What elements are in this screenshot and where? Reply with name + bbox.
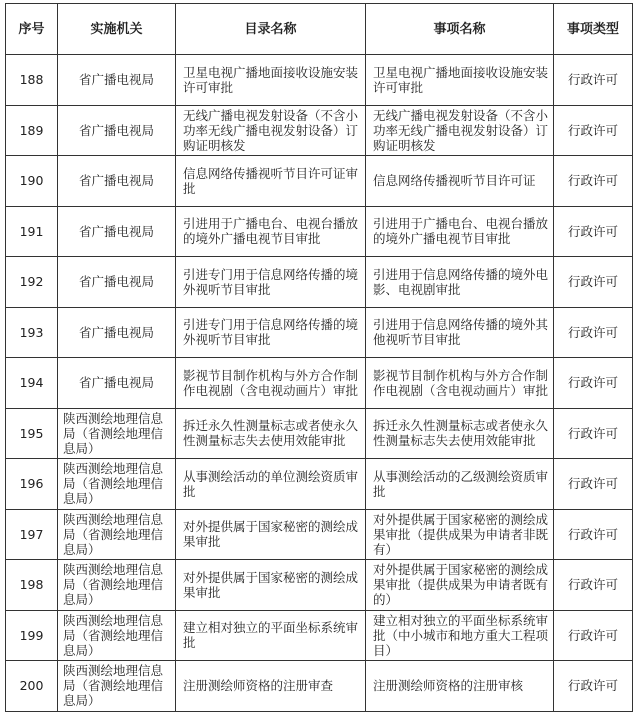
cell-agency: 省广播电视局 [58, 307, 176, 358]
cell-no: 197 [6, 509, 58, 560]
cell-no: 198 [6, 560, 58, 611]
table-row [6, 560, 633, 611]
cell-agency: 省广播电视局 [58, 206, 176, 257]
cell-type: 行政许可 [554, 257, 633, 308]
cell-item: 注册测绘师资格的注册审核 [366, 661, 554, 712]
cell-no: 193 [6, 307, 58, 358]
table-row [6, 358, 633, 409]
cell-no: 199 [6, 610, 58, 661]
cell-no: 192 [6, 257, 58, 308]
header-catalog: 目录名称 [176, 4, 366, 55]
cell-type: 行政许可 [554, 509, 633, 560]
cell-agency: 省广播电视局 [58, 105, 176, 156]
cell-catalog: 无线广播电视发射设备（不含小功率无线广播电视发射设备）订购证明核发 [176, 105, 366, 156]
cell-agency: 省广播电视局 [58, 55, 176, 106]
cell-no: 196 [6, 459, 58, 510]
cell-type: 行政许可 [554, 358, 633, 409]
cell-type: 行政许可 [554, 610, 633, 661]
header-type: 事项类型 [554, 4, 633, 55]
cell-item: 无线广播电视发射设备（不含小功率无线广播电视发射设备）订购证明核发 [366, 105, 554, 156]
cell-catalog: 对外提供属于国家秘密的测绘成果审批 [176, 509, 366, 560]
cell-item: 影视节目制作机构与外方合作制作电视剧（含电视动画片）审批 [366, 358, 554, 409]
cell-item: 引进用于广播电台、电视台播放的境外广播电视节目审批 [366, 206, 554, 257]
cell-no: 191 [6, 206, 58, 257]
header-no: 序号 [6, 4, 58, 55]
cell-catalog: 注册测绘师资格的注册审查 [176, 661, 366, 712]
cell-type: 行政许可 [554, 105, 633, 156]
cell-agency: 省广播电视局 [58, 358, 176, 409]
cell-type: 行政许可 [554, 307, 633, 358]
cell-agency: 陕西测绘地理信息局（省测绘地理信息局） [58, 509, 176, 560]
cell-no: 200 [6, 661, 58, 712]
cell-type: 行政许可 [554, 408, 633, 459]
cell-catalog: 信息网络传播视听节目许可证审批 [176, 156, 366, 207]
document-page [5, 3, 633, 712]
cell-item: 信息网络传播视听节目许可证 [366, 156, 554, 207]
cell-agency: 省广播电视局 [58, 156, 176, 207]
header-agency: 实施机关 [58, 4, 176, 55]
cell-catalog: 对外提供属于国家秘密的测绘成果审批 [176, 560, 366, 611]
table-row [6, 105, 633, 156]
cell-no: 188 [6, 55, 58, 106]
cell-type: 行政许可 [554, 55, 633, 106]
cell-agency: 陕西测绘地理信息局（省测绘地理信息局） [58, 408, 176, 459]
table-row [6, 55, 633, 106]
cell-no: 195 [6, 408, 58, 459]
cell-agency: 陕西测绘地理信息局（省测绘地理信息局） [58, 560, 176, 611]
cell-item: 对外提供属于国家秘密的测绘成果审批（提供成果为申请者既有的） [366, 560, 554, 611]
table-row [6, 307, 633, 358]
cell-catalog: 影视节目制作机构与外方合作制作电视剧（含电视动画片）审批 [176, 358, 366, 409]
cell-item: 从事测绘活动的乙级测绘资质审批 [366, 459, 554, 510]
cell-catalog: 引进用于广播电台、电视台播放的境外广播电视节目审批 [176, 206, 366, 257]
cell-type: 行政许可 [554, 156, 633, 207]
cell-item: 建立相对独立的平面坐标系统审批（中小城市和地方重大工程项目） [366, 610, 554, 661]
cell-type: 行政许可 [554, 206, 633, 257]
table-row [6, 610, 633, 661]
cell-item: 对外提供属于国家秘密的测绘成果审批（提供成果为申请者非既有） [366, 509, 554, 560]
cell-item: 拆迁永久性测量标志或者使永久性测量标志失去使用效能审批 [366, 408, 554, 459]
cell-no: 189 [6, 105, 58, 156]
table-row [6, 156, 633, 207]
table-header-row [6, 4, 633, 55]
cell-catalog: 引进专门用于信息网络传播的境外视听节目审批 [176, 257, 366, 308]
cell-catalog: 卫星电视广播地面接收设施安装许可审批 [176, 55, 366, 106]
cell-item: 卫星电视广播地面接收设施安装许可审批 [366, 55, 554, 106]
table-row [6, 509, 633, 560]
table-row [6, 206, 633, 257]
cell-type: 行政许可 [554, 459, 633, 510]
header-item: 事项名称 [366, 4, 554, 55]
administrative-items-table [5, 3, 633, 712]
table-row [6, 459, 633, 510]
cell-type: 行政许可 [554, 661, 633, 712]
cell-type: 行政许可 [554, 560, 633, 611]
cell-item: 引进用于信息网络传播的境外其他视听节目审批 [366, 307, 554, 358]
cell-agency: 陕西测绘地理信息局（省测绘地理信息局） [58, 610, 176, 661]
cell-no: 190 [6, 156, 58, 207]
table-row [6, 661, 633, 712]
cell-no: 194 [6, 358, 58, 409]
cell-agency: 陕西测绘地理信息局（省测绘地理信息局） [58, 661, 176, 712]
table-row [6, 257, 633, 308]
cell-catalog: 建立相对独立的平面坐标系统审批 [176, 610, 366, 661]
cell-catalog: 引进专门用于信息网络传播的境外视听节目审批 [176, 307, 366, 358]
cell-catalog: 拆迁永久性测量标志或者使永久性测量标志失去使用效能审批 [176, 408, 366, 459]
cell-agency: 省广播电视局 [58, 257, 176, 308]
table-row [6, 408, 633, 459]
cell-agency: 陕西测绘地理信息局（省测绘地理信息局） [58, 459, 176, 510]
cell-item: 引进用于信息网络传播的境外电影、电视剧审批 [366, 257, 554, 308]
cell-catalog: 从事测绘活动的单位测绘资质审批 [176, 459, 366, 510]
